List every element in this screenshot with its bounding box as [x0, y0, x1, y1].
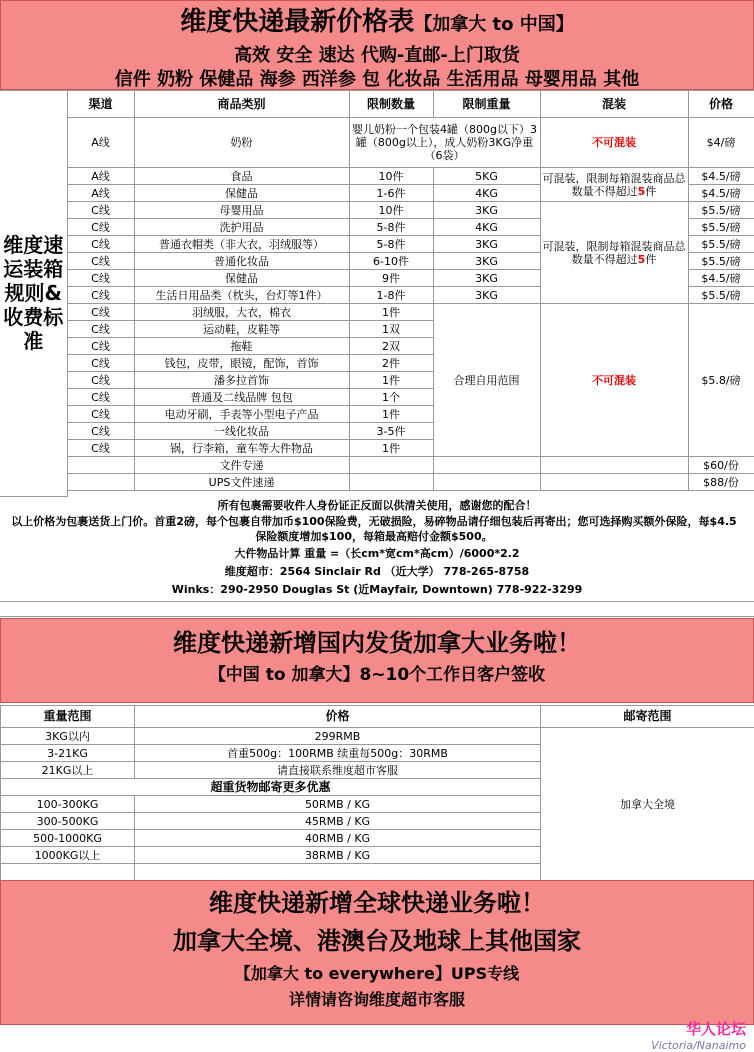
- header-mix: 混装: [540, 91, 688, 118]
- cell-channel: C线: [67, 423, 134, 440]
- overweight-section-title: 超重货物邮寄更多优惠: [1, 779, 541, 796]
- cell-price: $5.5/磅: [688, 236, 754, 253]
- title-suffix: 【加拿大 to 中国】: [414, 14, 574, 35]
- notes-block: [0, 498, 754, 597]
- price-title: [1, 3, 753, 44]
- table-row: [0, 457, 754, 474]
- cell-price: $4.5/磅: [688, 185, 754, 202]
- cell-weight: 4KG: [433, 219, 540, 236]
- mix-suffix: 件: [645, 253, 656, 266]
- cell-qty: 6-10件: [349, 253, 433, 270]
- cell-price: $4/磅: [688, 118, 754, 168]
- banner3-line3: 【加拿大 to everywhere】UPS专线: [1, 961, 753, 987]
- cell-qty: 5-8件: [349, 219, 433, 236]
- cell-qty: 1件: [349, 304, 433, 321]
- cell-channel: C线: [67, 253, 134, 270]
- cell-weight: 3KG: [433, 253, 540, 270]
- cell-mix-a: [540, 168, 688, 202]
- cell-qty: 1件: [349, 440, 433, 457]
- cell-price-group: $5.8/磅: [688, 304, 754, 457]
- cell-category: 奶粉: [134, 118, 349, 168]
- cell-range: 3-21KG: [1, 745, 135, 762]
- cell-qty: 1-8件: [349, 287, 433, 304]
- cell-channel: C线: [67, 270, 134, 287]
- rules-table: [0, 90, 754, 498]
- cell-weight: 3KG: [433, 287, 540, 304]
- cell-category: 普通衣帽类（非大衣，羽绒服等）: [134, 236, 349, 253]
- header-price: 价格: [688, 91, 754, 118]
- banner3-line1: 维度快递新增全球快递业务啦！: [1, 885, 753, 921]
- cell-category: 拖鞋: [134, 338, 349, 355]
- watermark: [651, 1018, 746, 1052]
- ups-price: $88/份: [688, 474, 754, 491]
- cell-price2: 38RMB / KG: [135, 847, 541, 864]
- table-row: [0, 474, 754, 491]
- table-row: [0, 304, 754, 321]
- cell-channel: C线: [67, 202, 134, 219]
- cell-price2: 40RMB / KG: [135, 830, 541, 847]
- cell-qty: 1个: [349, 389, 433, 406]
- header-range: 重量范围: [1, 706, 135, 728]
- header-area: 邮寄范围: [541, 706, 754, 728]
- china-to-canada-banner: [0, 618, 754, 703]
- cell-price: $5.5/磅: [688, 202, 754, 219]
- header-channel: 渠道: [67, 91, 134, 118]
- table-row: [0, 168, 754, 185]
- cell-qty: 1件: [349, 372, 433, 389]
- cell-range: 21KG以上: [1, 762, 135, 779]
- cell-channel: C线: [67, 304, 134, 321]
- cell-price: $4.5/磅: [688, 270, 754, 287]
- china-shipping-table: [0, 705, 754, 881]
- cell-qty: 2双: [349, 338, 433, 355]
- title-main: 维度快递最新价格表: [180, 7, 414, 37]
- doc-price: $60/份: [688, 457, 754, 474]
- cell-channel: A线: [67, 118, 134, 168]
- ups-label: UPS文件速递: [134, 474, 349, 491]
- cell-price2: 299RMB: [135, 728, 541, 745]
- cell-qty: 1双: [349, 321, 433, 338]
- watermark-line1: 华人论坛: [651, 1018, 746, 1039]
- table-row: [0, 202, 754, 219]
- cell-mix-no: 不可混装: [540, 304, 688, 457]
- watermark-line2: Victoria/Nanaimo: [651, 1039, 746, 1052]
- cell-qty: 9件: [349, 270, 433, 287]
- cell-mix: 不可混装: [540, 118, 688, 168]
- cell-mix-c: [540, 202, 688, 304]
- note-insurance: 以上价格为包裹送货上门价。首重2磅，每个包裹自带加币$100保险费，无破损险，易碎物品请仔细包装后再寄出；您可选择购买额外保险，每$4.5保险额度增加$100，每箱最高赔付金额$500。: [0, 513, 754, 544]
- mix-text: 可混装，限制每箱混装商品总数量不得超过: [543, 240, 686, 266]
- cell-category: 钱包，皮带，眼镜，配饰，首饰: [134, 355, 349, 372]
- cell-channel: A线: [67, 168, 134, 185]
- side-label-text: 维度速运装箱规则&收费标准: [1, 233, 66, 353]
- header-qty: 限制数量: [349, 91, 433, 118]
- service-tagline: 高效 安全 速达 代购-直邮-上门取货: [1, 44, 753, 68]
- banner2-sub: 【中国 to 加拿大】8~10个工作日客户签收: [1, 661, 753, 689]
- cell-category: 洗护用品: [134, 219, 349, 236]
- cell-channel: C线: [67, 440, 134, 457]
- cell-qty: 1件: [349, 406, 433, 423]
- cell-price: $5.5/磅: [688, 253, 754, 270]
- cell-range: 500-1000KG: [1, 830, 135, 847]
- cell-qty: 婴儿奶粉一个包装4罐（800g以下）3罐（800g以上），成人奶粉3KG净重（6袋）: [349, 118, 540, 168]
- mix-num: 5: [638, 253, 646, 266]
- side-label: [0, 91, 67, 497]
- cell-category: 一线化妆品: [134, 423, 349, 440]
- cell-range: 3KG以内: [1, 728, 135, 745]
- cell-category: 食品: [134, 168, 349, 185]
- cell-qty: 10件: [349, 168, 433, 185]
- cell-qty: 1-6件: [349, 185, 433, 202]
- mix-num: 5: [638, 185, 646, 198]
- cell-channel: C线: [67, 321, 134, 338]
- note-volume-formula: 大件物品计算 重量 =（长cm*宽cm*高cm）/6000*2.2: [0, 546, 754, 561]
- cell-channel: A线: [67, 185, 134, 202]
- table-row: [1, 728, 754, 745]
- global-banner: [0, 880, 754, 1025]
- cell-range: 100-300KG: [1, 796, 135, 813]
- cell-price2: 50RMB / KG: [135, 796, 541, 813]
- cell-weight: 3KG: [433, 270, 540, 287]
- cell-category: 母婴用品: [134, 202, 349, 219]
- cell-weight: 3KG: [433, 236, 540, 253]
- mix-suffix: 件: [645, 185, 656, 198]
- cell-category: 锅，行李箱，童车等大件物品: [134, 440, 349, 457]
- cell-category: 羽绒服，大衣，棉衣: [134, 304, 349, 321]
- cell-category: 潘多拉首饰: [134, 372, 349, 389]
- cell-qty: 3-5件: [349, 423, 433, 440]
- cell-range: 300-500KG: [1, 813, 135, 830]
- cell-category: 普通及二线品牌 包包: [134, 389, 349, 406]
- banner3-line2: 加拿大全境、港澳台及地球上其他国家: [1, 921, 753, 961]
- note-id-required: 所有包裹需要收件人身份证正反面以供清关使用，感谢您的配合！: [0, 498, 754, 513]
- header-category: 商品类别: [134, 91, 349, 118]
- cell-price2: 45RMB / KG: [135, 813, 541, 830]
- note-winks-address: Winks：290-2950 Douglas St (近Mayfair, Downtown) 778-922-3299: [0, 582, 754, 597]
- cell-weight: 4KG: [433, 185, 540, 202]
- mix-text: 可混装，限制每箱混装商品总数量不得超过: [543, 172, 686, 198]
- cell-channel: C线: [67, 355, 134, 372]
- header-price2: 价格: [135, 706, 541, 728]
- cell-channel: C线: [67, 338, 134, 355]
- cell-price2: 请直接联系维度超市客服: [135, 762, 541, 779]
- cell-category: 生活日用品类（枕头，台灯等1件）: [134, 287, 349, 304]
- cell-weight: 3KG: [433, 202, 540, 219]
- cell-weight-reasonable: 合理自用范围: [433, 304, 540, 457]
- category-tagline: 信件 奶粉 保健品 海参 西洋参 包 化妆品 生活用品 母婴用品 其他: [1, 68, 753, 92]
- cell-channel: C线: [67, 219, 134, 236]
- cell-qty: 2件: [349, 355, 433, 372]
- cell-price: $4.5/磅: [688, 168, 754, 185]
- cell-category: 普通化妆品: [134, 253, 349, 270]
- cell-channel: C线: [67, 389, 134, 406]
- cell-channel: C线: [67, 236, 134, 253]
- header-weight: 限制重量: [433, 91, 540, 118]
- cell-area: 加拿大全境: [541, 728, 754, 881]
- cell-category: 保健品: [134, 185, 349, 202]
- cell-category: 电动牙刷，手表等小型电子产品: [134, 406, 349, 423]
- cell-price: $5.5/磅: [688, 219, 754, 236]
- cell-qty: 5-8件: [349, 236, 433, 253]
- cell-range: 1000KG以上: [1, 847, 135, 864]
- cell-channel: C线: [67, 287, 134, 304]
- doc-label: 文件专递: [134, 457, 349, 474]
- cell-category: 运动鞋，皮鞋等: [134, 321, 349, 338]
- cell-category: 保健品: [134, 270, 349, 287]
- cell-price: $5.5/磅: [688, 287, 754, 304]
- header-banner: [0, 0, 754, 90]
- cell-channel: C线: [67, 406, 134, 423]
- cell-weight: 5KG: [433, 168, 540, 185]
- cell-price2: 首重500g：100RMB 续重每500g：30RMB: [135, 745, 541, 762]
- banner2-title: 维度快递新增国内发货加拿大业务啦！: [1, 625, 753, 661]
- cell-channel: C线: [67, 372, 134, 389]
- note-store-address: 维度超市：2564 Sinclair Rd （近大学） 778-265-8758: [0, 564, 754, 579]
- cell-qty: 10件: [349, 202, 433, 219]
- banner3-line4: 详情请咨询维度超市客服: [1, 987, 753, 1013]
- table-row: [0, 118, 754, 168]
